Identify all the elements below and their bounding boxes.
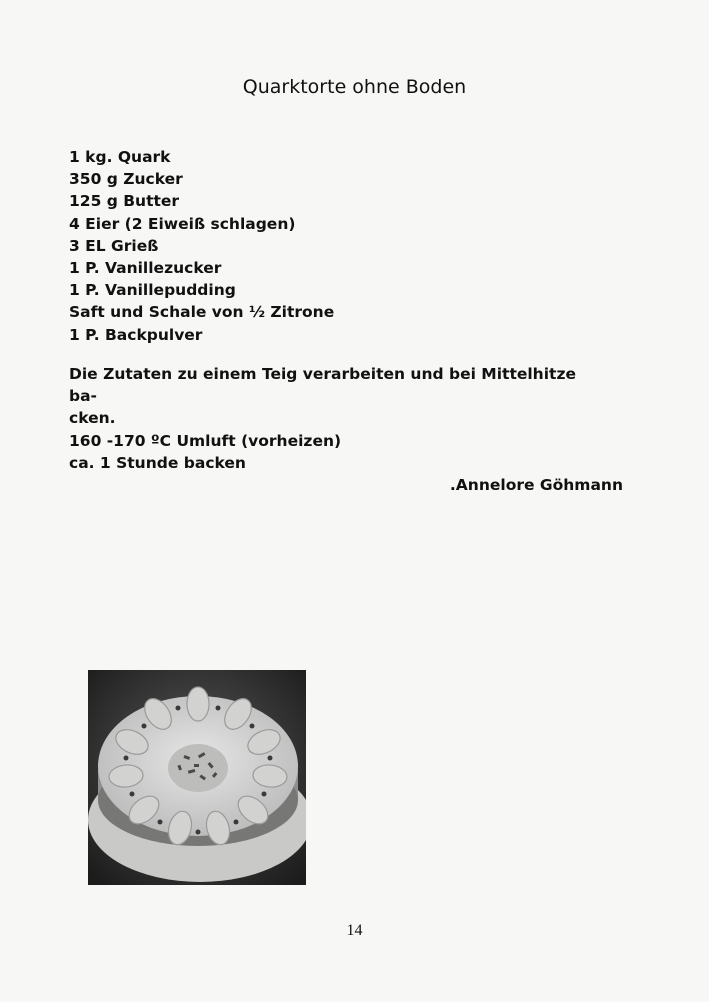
- ingredient-item: 4 Eier (2 Eiweiß schlagen): [69, 214, 296, 233]
- recipe-author: .Annelore Göhmann: [449, 476, 623, 494]
- cake-illustration: [88, 670, 306, 885]
- instruction-line: cken.: [69, 409, 116, 428]
- instructions: [69, 363, 609, 474]
- ingredient-item: 3 EL Grieß: [69, 236, 159, 255]
- ingredient-item: 350 g Zucker: [69, 170, 183, 189]
- instruction-line: ca. 1 Stunde backen: [69, 453, 246, 472]
- ingredient-list: [69, 146, 334, 346]
- instruction-line: Die Zutaten zu einem Teig verarbeiten und bei Mittelhitze ba-: [69, 365, 576, 406]
- ingredient-item: 1 kg. Quark: [69, 148, 171, 166]
- ingredient-item: 125 g Butter: [69, 192, 180, 211]
- ingredient-item: 1 P. Backpulver: [69, 325, 203, 344]
- recipe-title: Quarktorte ohne Boden: [242, 76, 467, 98]
- ingredient-item: 1 P. Vanillezucker: [69, 259, 222, 278]
- instruction-line: 160 -170 ºC Umluft (vorheizen): [69, 431, 342, 450]
- ingredient-item: 1 P. Vanillepudding: [69, 281, 236, 300]
- page-number: 14: [346, 922, 363, 939]
- cake-photo: [88, 670, 306, 885]
- ingredient-item: Saft und Schale von ½ Zitrone: [69, 303, 335, 322]
